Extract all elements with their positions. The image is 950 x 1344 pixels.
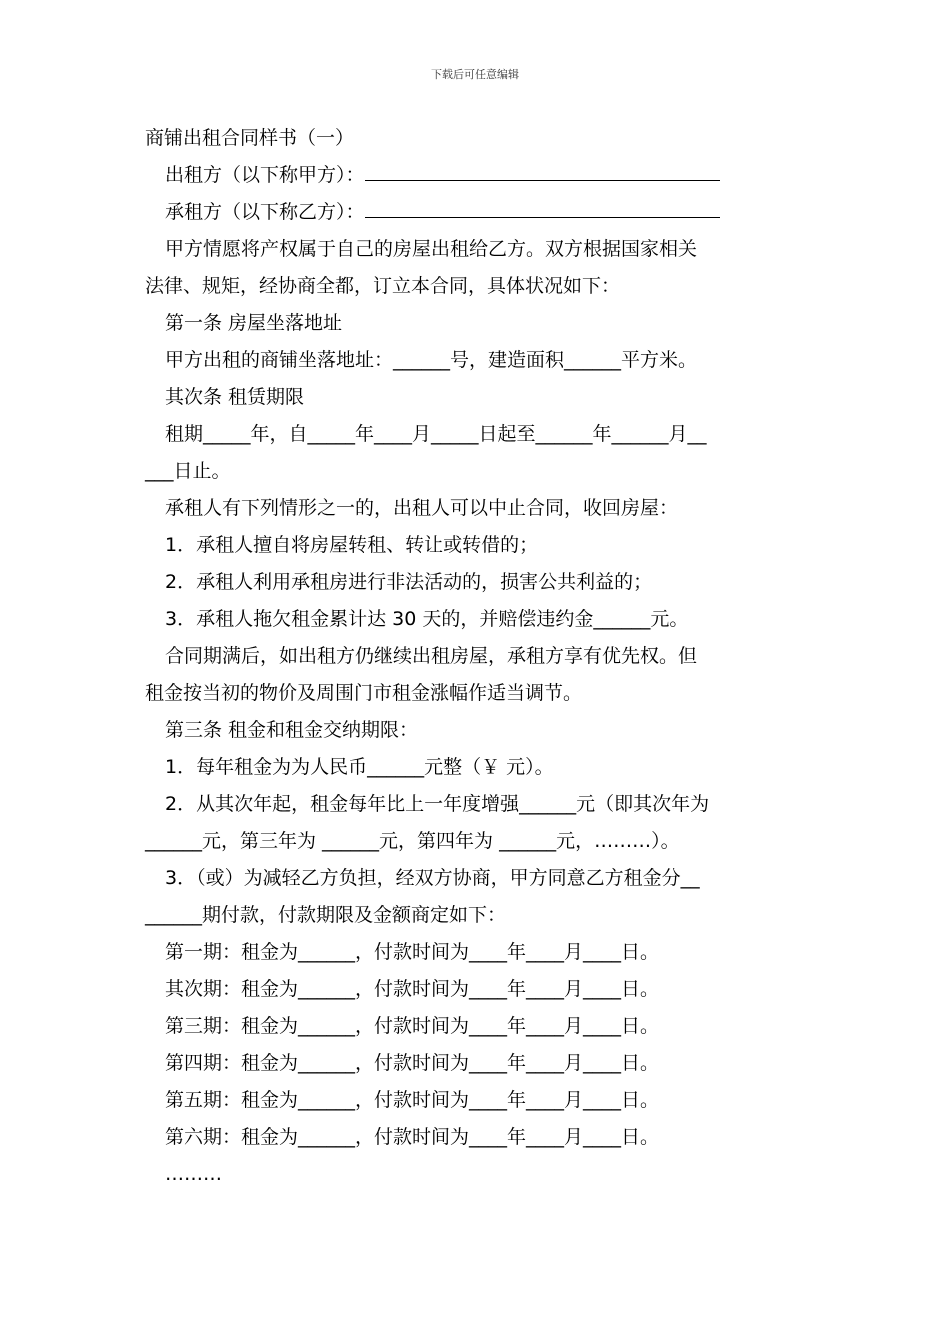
lessee-label: 承租方（以下称乙方）： xyxy=(165,201,365,223)
contract-title: 商铺出租合同样书（一） xyxy=(145,127,355,149)
intro-line-1: 甲方情愿将产权属于自己的房屋出租给乙方。双方根据国家相关 xyxy=(165,238,698,260)
article-1-address: 甲方出租的商铺坐落地址：______号，建造面积______平方米。 xyxy=(165,349,698,371)
payment-period-1: 第一期：租金为______，付款时间为____年____月____日。 xyxy=(165,941,660,963)
payment-period-2: 其次期：租金为______，付款时间为____年____月____日。 xyxy=(165,978,660,1000)
contract-body xyxy=(145,120,810,1193)
lessee-blank[interactable] xyxy=(365,195,720,218)
article-3-item-3b: ______期付款，付款期限及金额商定如下： xyxy=(145,904,507,926)
continuation-ellipsis: ……… xyxy=(165,1163,222,1185)
article-3-item-3a: 3．（或）为减轻乙方负担，经双方协商，甲方同意乙方租金分__ xyxy=(165,867,700,889)
article-3-item-2b: ______元，第三年为 ______元，第四年为 ______元，………）。 xyxy=(145,830,680,852)
renewal-line-1: 合同期满后，如出租方仍继续出租房屋，承租方享有优先权。但 xyxy=(165,645,698,667)
payment-period-3: 第三期：租金为______，付款时间为____年____月____日。 xyxy=(165,1015,660,1037)
termination-item-3: 3．承租人拖欠租金累计达 30 天的，并赔偿违约金______元。 xyxy=(165,608,689,630)
article-3-title: 第三条 租金和租金交纳期限： xyxy=(165,719,419,741)
termination-intro: 承租人有下列情形之一的，出租人可以中止合同，收回房屋： xyxy=(165,497,679,519)
renewal-line-2: 租金按当初的物价及周围门市租金涨幅作适当调节。 xyxy=(145,682,583,704)
payment-period-5: 第五期：租金为______，付款时间为____年____月____日。 xyxy=(165,1089,660,1111)
payment-period-6: 第六期：租金为______，付款时间为____年____月____日。 xyxy=(165,1126,660,1148)
page-header: 下载后可任意编辑 xyxy=(431,68,519,81)
article-1-title: 第一条 房屋坐落地址 xyxy=(165,312,343,334)
termination-item-1: 1．承租人擅自将房屋转租、转让或转借的； xyxy=(165,534,539,556)
lessor-line xyxy=(145,157,810,194)
lessee-line xyxy=(145,194,810,231)
termination-item-2: 2．承租人利用承租房进行非法活动的，损害公共利益的； xyxy=(165,571,653,593)
article-2-term-line-2: ___日止。 xyxy=(145,460,231,482)
article-2-title: 其次条 租赁期限 xyxy=(165,386,305,408)
intro-line-2: 法律、规矩，经协商全都，订立本合同，具体状况如下： xyxy=(145,275,621,297)
article-2-term-line-1: 租期_____年，自_____年____月_____日起至______年______月__ xyxy=(165,423,707,445)
payment-period-4: 第四期：租金为______，付款时间为____年____月____日。 xyxy=(165,1052,660,1074)
article-3-item-2a: 2．从其次年起，租金每年比上一年度增强______元（即其次年为 xyxy=(165,793,710,815)
article-3-item-1: 1．每年租金为为人民币______元整（￥ 元）。 xyxy=(165,756,554,778)
lessor-blank[interactable] xyxy=(365,158,720,181)
lessor-label: 出租方（以下称甲方）： xyxy=(165,164,365,186)
